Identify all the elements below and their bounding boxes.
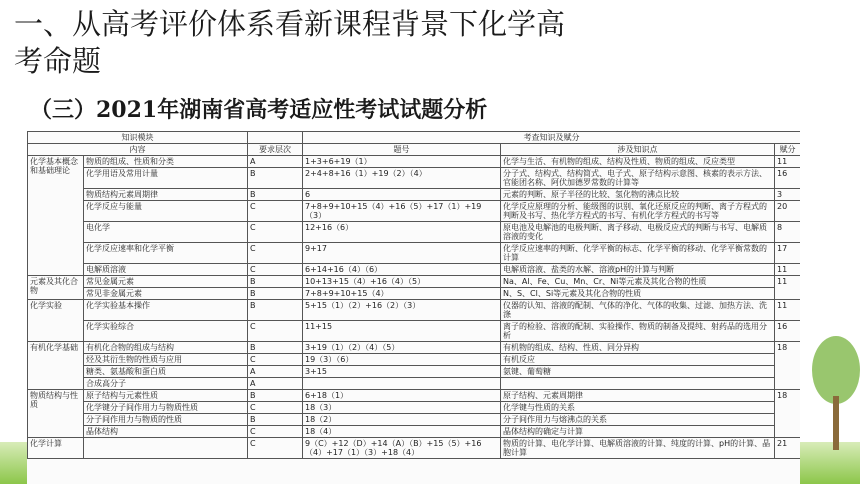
- group-header-module: 知识模块: [28, 132, 248, 144]
- col-header-qno: 题号: [303, 144, 501, 156]
- score-cell: 11: [775, 264, 801, 276]
- content-cell: 化学实验基本操作: [84, 300, 248, 321]
- module-cell: 元素及其化合物: [28, 276, 84, 300]
- content-cell: 分子间作用力与物质的性质: [84, 414, 248, 426]
- content-cell: 物质结构元素周期律: [84, 189, 248, 201]
- content-cell: 有机化合物的组成与结构: [84, 342, 248, 354]
- analysis-table: [27, 131, 800, 459]
- qno-cell: 19（3）（6）: [303, 354, 501, 366]
- module-cell: 有机化学基础: [28, 342, 84, 390]
- level-cell: C: [248, 201, 303, 222]
- table-row: [28, 264, 801, 276]
- points-cell: 化学键与性质的关系: [501, 402, 775, 414]
- content-cell: 电解质溶液: [84, 264, 248, 276]
- level-cell: C: [248, 426, 303, 438]
- points-cell: 原电池及电解池的电极判断、离子移动、电极反应式的判断与书写、电解质溶液的变化: [501, 222, 775, 243]
- level-cell: C: [248, 222, 303, 243]
- level-cell: C: [248, 321, 303, 342]
- module-cell: 物质结构与性质: [28, 390, 84, 438]
- table-row: [28, 426, 801, 438]
- level-cell: C: [248, 354, 303, 366]
- content-cell: 糖类、氨基酸和蛋白质: [84, 366, 248, 378]
- qno-cell: 12+16（6）: [303, 222, 501, 243]
- points-cell: Na、Al、Fe、Cu、Mn、Cr、Ni等元素及其化合物的性质: [501, 276, 775, 288]
- points-cell: 有机反应: [501, 354, 775, 366]
- points-cell: 仪器的认知、溶液的配制、气体的净化、气体的收集、过滤、加热方法、洗涤: [501, 300, 775, 321]
- content-cell: 物质的组成、性质和分类: [84, 156, 248, 168]
- qno-cell: 3+15: [303, 366, 501, 378]
- table-row: [28, 390, 801, 402]
- score-cell: 11: [775, 300, 801, 321]
- content-cell: 常见非金属元素: [84, 288, 248, 300]
- points-cell: 分子式、结构式、结构简式、电子式、原子结构示意图、核素的表示方法、官能团名称、阿伏加德罗常数的计算等: [501, 168, 775, 189]
- level-cell: C: [248, 438, 303, 459]
- points-cell: 化学与生活、有机物的组成、结构及性质、物质的组成、反应类型: [501, 156, 775, 168]
- level-cell: B: [248, 288, 303, 300]
- points-cell: 元素的判断、原子半径的比较、氢化物的沸点比较: [501, 189, 775, 201]
- score-cell: 3: [775, 189, 801, 201]
- qno-cell: 18（4）: [303, 426, 501, 438]
- score-cell: 18: [775, 390, 801, 438]
- qno-cell: 7+8+9+10+15（4）: [303, 288, 501, 300]
- col-header-content: 内容: [28, 144, 248, 156]
- qno-cell: 6+18（1）: [303, 390, 501, 402]
- score-cell: 21: [775, 438, 801, 459]
- table-row: [28, 243, 801, 264]
- points-cell: 氨键、葡萄糖: [501, 366, 775, 378]
- qno-cell: 2+4+8+16（1）+19（2）（4）: [303, 168, 501, 189]
- content-cell: 化学反应速率和化学平衡: [84, 243, 248, 264]
- qno-cell: 9+17: [303, 243, 501, 264]
- qno-cell: 9（C）+12（D）+14（A）（B）+15（5）+16（4）+17（1）（3）+18（4）: [303, 438, 501, 459]
- score-cell: 8: [775, 222, 801, 243]
- content-cell: 化学反应与能量: [84, 201, 248, 222]
- content-cell: 烃及其衍生物的性质与应用: [84, 354, 248, 366]
- group-header-points: 考查知识及赋分: [303, 132, 801, 144]
- points-cell: 晶体结构的确定与计算: [501, 426, 775, 438]
- table-row: [28, 156, 801, 168]
- analysis-table-container: [27, 131, 800, 484]
- slide-subtitle: （三）2021年湖南省高考适应性考试试题分析: [30, 97, 488, 123]
- table-row: [28, 354, 801, 366]
- table-row: [28, 189, 801, 201]
- points-cell: 化学反应原理的分析、能级图的识别、氧化还原反应的判断、离子方程式的判断及书写、热化学方程式的书写、有机化学方程式的书写等: [501, 201, 775, 222]
- score-cell: 20: [775, 201, 801, 222]
- points-cell: 物质的计算、电化学计算、电解质溶液的计算、纯度的计算、pH的计算、晶胞计算: [501, 438, 775, 459]
- level-cell: B: [248, 414, 303, 426]
- table-row: [28, 201, 801, 222]
- qno-cell: 1+3+6+19（1）: [303, 156, 501, 168]
- level-cell: B: [248, 276, 303, 288]
- level-cell: A: [248, 156, 303, 168]
- table-row: [28, 288, 801, 300]
- content-cell: 电化学: [84, 222, 248, 243]
- table-row: [28, 222, 801, 243]
- level-cell: B: [248, 342, 303, 354]
- content-cell: 化学用语及常用计量: [84, 168, 248, 189]
- qno-cell: 7+8+9+10+15（4）+16（5）+17（1）+19（3）: [303, 201, 501, 222]
- table-row: [28, 342, 801, 354]
- points-cell: 有机物的组成、结构、性质、同分异构: [501, 342, 775, 354]
- content-cell: 合成高分子: [84, 378, 248, 390]
- points-cell: 化学反应速率的判断、化学平衡的标志、化学平衡的移动、化学平衡常数的计算: [501, 243, 775, 264]
- slide-title: 一、从高考评价体系看新课程背景下化学高考命题: [14, 7, 566, 78]
- module-cell: 化学计算: [28, 438, 84, 459]
- level-cell: C: [248, 402, 303, 414]
- qno-cell: 18（3）: [303, 402, 501, 414]
- qno-cell: 11+15: [303, 321, 501, 342]
- points-cell: 分子间作用力与熔沸点的关系: [501, 414, 775, 426]
- decoration-tree-icon: [800, 300, 860, 450]
- qno-cell: [303, 378, 501, 390]
- qno-cell: 6: [303, 189, 501, 201]
- level-cell: B: [248, 189, 303, 201]
- points-cell: 电解质溶液、盐类的水解、溶液pH的计算与判断: [501, 264, 775, 276]
- level-cell: A: [248, 378, 303, 390]
- level-cell: C: [248, 264, 303, 276]
- points-cell: [501, 378, 775, 390]
- score-cell: 17: [775, 243, 801, 264]
- qno-cell: 6+14+16（4）（6）: [303, 264, 501, 276]
- points-cell: 离子的检验、溶液的配制、实验操作、物质的制备及提纯、射药品的选用分析: [501, 321, 775, 342]
- score-cell: 16: [775, 321, 801, 342]
- table-row: [28, 276, 801, 288]
- module-cell: 化学实验: [28, 300, 84, 342]
- col-header-points: 涉及知识点: [501, 144, 775, 156]
- table-row: [28, 414, 801, 426]
- level-cell: C: [248, 243, 303, 264]
- qno-cell: 18（2）: [303, 414, 501, 426]
- score-cell: 11: [775, 276, 801, 300]
- module-cell: 化学基本概念和基础理论: [28, 156, 84, 276]
- level-cell: A: [248, 366, 303, 378]
- score-cell: 18: [775, 342, 801, 390]
- table-row: [28, 402, 801, 414]
- table-row: [28, 366, 801, 378]
- level-cell: B: [248, 300, 303, 321]
- content-cell: 常见金属元素: [84, 276, 248, 288]
- points-cell: 原子结构、元素周期律: [501, 390, 775, 402]
- table-row: [28, 438, 801, 459]
- col-header-level: 要求层次: [248, 144, 303, 156]
- score-cell: 16: [775, 168, 801, 189]
- qno-cell: 3+19（1）（2）（4）（5）: [303, 342, 501, 354]
- level-cell: B: [248, 168, 303, 189]
- table-row: [28, 378, 801, 390]
- content-cell: [84, 438, 248, 459]
- table-row: [28, 321, 801, 342]
- content-cell: 化学键分子间作用力与物质性质: [84, 402, 248, 414]
- level-cell: B: [248, 390, 303, 402]
- score-cell: 11: [775, 156, 801, 168]
- col-header-score: 赋分: [775, 144, 801, 156]
- table-row: [28, 168, 801, 189]
- content-cell: 化学实验综合: [84, 321, 248, 342]
- content-cell: 晶体结构: [84, 426, 248, 438]
- points-cell: N、S、Cl、Si等元素及其化合物的性质: [501, 288, 775, 300]
- content-cell: 原子结构与元素性质: [84, 390, 248, 402]
- qno-cell: 5+15（1）（2）+16（2）（3）: [303, 300, 501, 321]
- table-row: [28, 300, 801, 321]
- qno-cell: 10+13+15（4）+16（4）（5）: [303, 276, 501, 288]
